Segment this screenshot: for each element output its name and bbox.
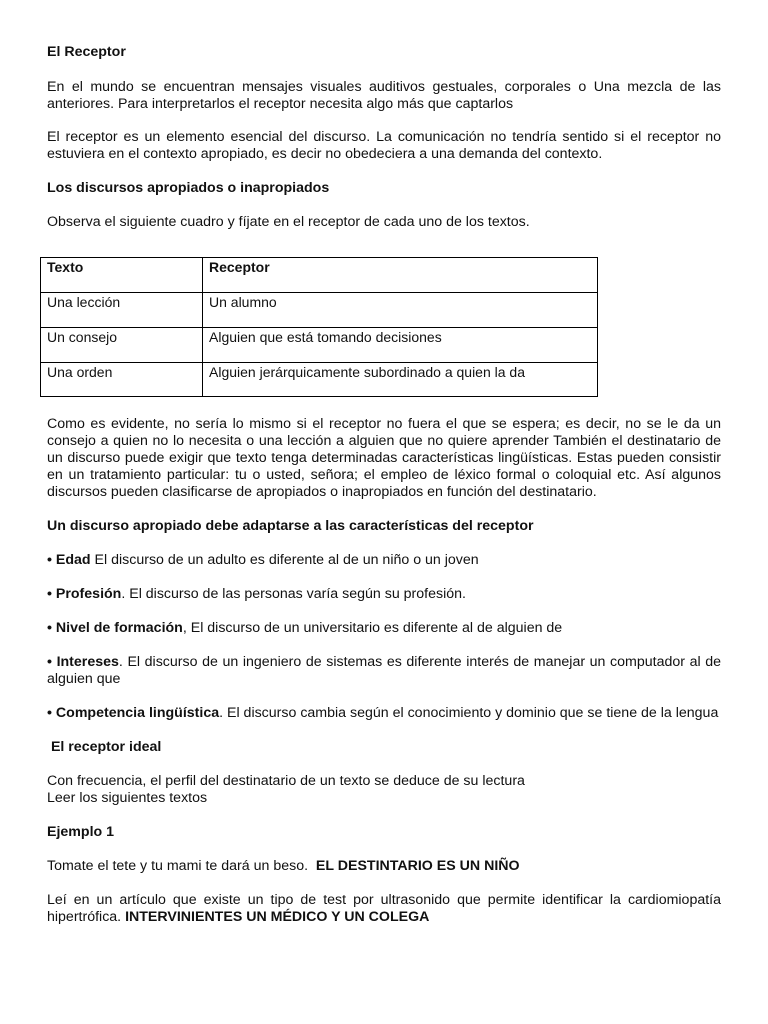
table-row	[41, 328, 598, 363]
document-page	[47, 44, 721, 926]
table-row	[41, 363, 598, 397]
table-header-cell: Receptor	[203, 258, 598, 293]
example-conclusion: INTERVINIENTES UN MÉDICO Y UN COLEGA	[125, 909, 430, 925]
heading-discurso-apropiado: Un discurso apropiado debe adaptarse a las características del receptor	[47, 518, 534, 534]
example-conclusion: EL DESTINTARIO ES UN NIÑO	[315, 858, 520, 874]
paragraph-leer: Leer los siguientes textos	[47, 790, 208, 806]
table-cell: Alguien que está tomando decisiones	[203, 328, 598, 363]
example-2	[47, 892, 721, 926]
paragraph-intro: En el mundo se encuentran mensajes visuales auditivos gestuales, corporales o Una mezcla de las anteriores. Para interpretarlos el receptor necesita algo más que captarlos	[47, 79, 721, 112]
bullet-term: • Intereses	[47, 654, 119, 670]
table-cell: Una orden	[41, 363, 203, 397]
bullet-term: • Competencia lingüística	[47, 705, 220, 721]
paragraph-evidente: Como es evidente, no sería lo mismo si el receptor no fuera el que se espera; es decir, no se le da un consejo a quien no lo necesita o una lección a alguien que no quiere aprender También el destinatario de un discurso puede exigir que texto tenga determinadas características lingüísticas. Estas pueden consistir en un tratamiento particular: tu o usted, señora; el empleo de léxico formal o coloquial etc. Así algunos discursos pueden clasificarse de apropiados o inapropiados en función del destinatario.	[47, 416, 721, 500]
bullet-text: , El discurso de un universitario es diferente al de alguien de	[182, 620, 563, 636]
list-item	[47, 586, 721, 603]
list-item	[47, 705, 721, 722]
bullet-term: • Profesión	[47, 586, 122, 602]
example-text: Tomate el tete y tu mami te dará un beso.	[47, 858, 316, 874]
paragraph-observa: Observa el siguiente cuadro y fíjate en el receptor de cada uno de los textos.	[47, 214, 530, 230]
table-cell: Una lección	[41, 293, 203, 328]
bullet-term: • Edad	[47, 552, 91, 568]
table-cell: Un consejo	[41, 328, 203, 363]
list-item	[47, 552, 721, 569]
example-text: Leí en un artículo que existe un tipo de test por ultrasonido que permite identificar la cardiomiopatía hipertrófica.	[47, 892, 721, 925]
heading-discursos: Los discursos apropiados o inapropiados	[47, 180, 330, 196]
section-title: El Receptor	[47, 44, 126, 60]
list-item	[47, 654, 721, 688]
table-row	[41, 293, 598, 328]
table-header-cell: Texto	[41, 258, 203, 293]
example-1	[47, 858, 721, 875]
paragraph-frecuencia: Con frecuencia, el perfil del destinatario de un texto se deduce de su lectura	[47, 773, 525, 789]
bullet-text: . El discurso cambia según el conocimiento y dominio que se tiene de la lengua	[219, 705, 719, 721]
bullet-text: . El discurso de un ingeniero de sistemas es diferente interés de manejar un computador al de alguien que	[47, 654, 722, 687]
paragraph-receptor: El receptor es un elemento esencial del discurso. La comunicación no tendría sentido si el receptor no estuviera en el contexto apropiado, es decir no obedeciera a una demanda del contexto.	[47, 129, 721, 162]
list-item	[47, 620, 721, 637]
bullet-text: El discurso de un adulto es diferente al de un niño o un joven	[90, 552, 479, 568]
bullet-term: • Nivel de formación	[47, 620, 183, 636]
table-cell: Alguien jerárquicamente subordinado a quien la da	[203, 363, 598, 397]
bullet-text: . El discurso de las personas varía según su profesión.	[121, 586, 466, 602]
heading-ejemplo-1: Ejemplo 1	[47, 824, 115, 840]
receptor-table	[40, 257, 598, 397]
table-cell: Un alumno	[203, 293, 598, 328]
table-header-row	[41, 258, 598, 293]
heading-receptor-ideal: El receptor ideal	[47, 739, 162, 755]
